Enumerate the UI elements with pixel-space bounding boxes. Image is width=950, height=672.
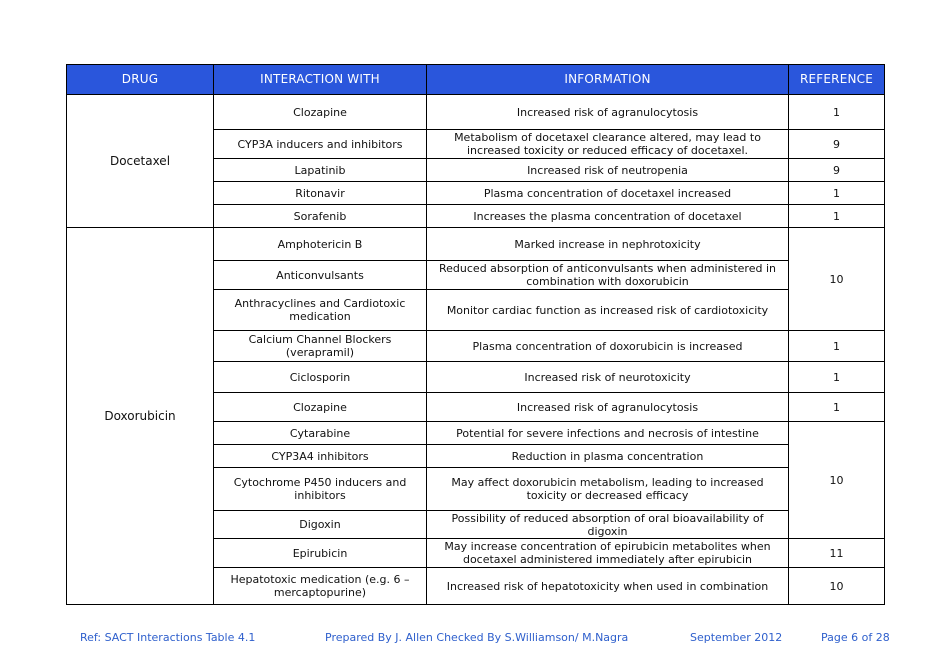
information-cell: Increased risk of agranulocytosis (427, 95, 789, 130)
information-cell: Reduced absorption of anticonvulsants when administered in combination with doxorubicin (427, 261, 789, 290)
reference-cell: 10 (789, 568, 885, 605)
interaction-cell: Hepatotoxic medication (e.g. 6 – mercaptopurine) (214, 568, 427, 605)
table-row (67, 95, 885, 130)
reference-cell: 10 (789, 422, 885, 539)
interaction-cell: Cytarabine (214, 422, 427, 445)
interaction-cell: Ciclosporin (214, 362, 427, 393)
interaction-cell: Anticonvulsants (214, 261, 427, 290)
information-cell: Increased risk of agranulocytosis (427, 393, 789, 422)
footer-page-number: Page 6 of 28 (821, 631, 890, 644)
header-reference: REFERENCE (789, 65, 885, 95)
reference-cell: 9 (789, 130, 885, 159)
information-cell: Increased risk of neutropenia (427, 159, 789, 182)
reference-cell: 10 (789, 228, 885, 331)
interaction-cell: Cytochrome P450 inducers and inhibitors (214, 468, 427, 511)
interaction-cell: CYP3A inducers and inhibitors (214, 130, 427, 159)
information-cell: Plasma concentration of docetaxel increased (427, 182, 789, 205)
header-drug: DRUG (67, 65, 214, 95)
information-cell: Metabolism of docetaxel clearance altered, may lead to increased toxicity or reduced efficacy of docetaxel. (427, 130, 789, 159)
reference-cell: 11 (789, 539, 885, 568)
interactions-table (66, 64, 885, 605)
interaction-cell: Clozapine (214, 393, 427, 422)
header-interaction-with: INTERACTION WITH (214, 65, 427, 95)
interaction-cell: Amphotericin B (214, 228, 427, 261)
footer-reference: Ref: SACT Interactions Table 4.1 (80, 631, 256, 644)
information-cell: Marked increase in nephrotoxicity (427, 228, 789, 261)
information-cell: May affect doxorubicin metabolism, leading to increased toxicity or decreased efficacy (427, 468, 789, 511)
header-row (67, 65, 885, 95)
information-cell: Possibility of reduced absorption of oral bioavailability of digoxin (427, 511, 789, 539)
table-row (67, 228, 885, 261)
reference-cell: 1 (789, 331, 885, 362)
footer-date: September 2012 (690, 631, 783, 644)
interaction-cell: Clozapine (214, 95, 427, 130)
reference-cell: 9 (789, 159, 885, 182)
interaction-cell: Calcium Channel Blockers (verapramil) (214, 331, 427, 362)
information-cell: Increased risk of neurotoxicity (427, 362, 789, 393)
reference-cell: 1 (789, 362, 885, 393)
interaction-cell: Ritonavir (214, 182, 427, 205)
reference-cell: 1 (789, 95, 885, 130)
footer-prepared-by: Prepared By J. Allen Checked By S.Williamson/ M.Nagra (325, 631, 629, 644)
information-cell: Plasma concentration of doxorubicin is increased (427, 331, 789, 362)
interaction-cell: CYP3A4 inhibitors (214, 445, 427, 468)
interaction-cell: Digoxin (214, 511, 427, 539)
interaction-cell: Epirubicin (214, 539, 427, 568)
reference-cell: 1 (789, 182, 885, 205)
header-information: INFORMATION (427, 65, 789, 95)
information-cell: Potential for severe infections and necrosis of intestine (427, 422, 789, 445)
reference-cell: 1 (789, 393, 885, 422)
drug-cell: Docetaxel (67, 95, 214, 228)
interaction-cell: Anthracyclines and Cardiotoxic medication (214, 290, 427, 331)
information-cell: May increase concentration of epirubicin metabolites when docetaxel administered immediately after epirubicin (427, 539, 789, 568)
information-cell: Monitor cardiac function as increased risk of cardiotoxicity (427, 290, 789, 331)
interaction-cell: Lapatinib (214, 159, 427, 182)
information-cell: Increases the plasma concentration of docetaxel (427, 205, 789, 228)
reference-cell: 1 (789, 205, 885, 228)
interaction-cell: Sorafenib (214, 205, 427, 228)
information-cell: Increased risk of hepatotoxicity when used in combination (427, 568, 789, 605)
drug-cell: Doxorubicin (67, 228, 214, 605)
information-cell: Reduction in plasma concentration (427, 445, 789, 468)
